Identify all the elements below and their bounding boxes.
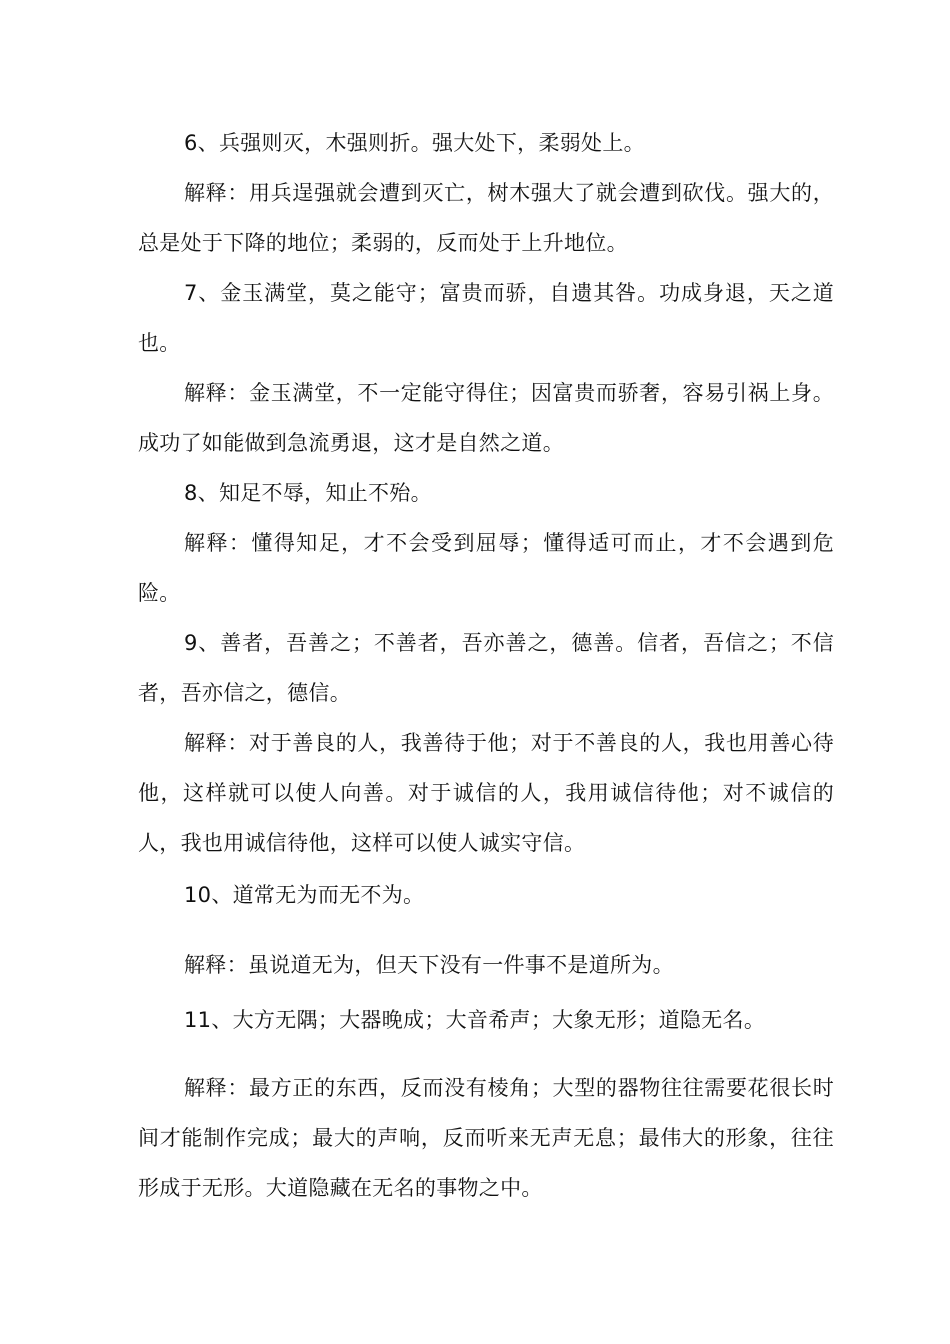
saying-8: 8、知足不辱，知止不殆。 <box>184 481 432 505</box>
explanation-11: 解释：最方正的东西，反而没有棱角；大型的器物往往需要花很长时间才能制作完成；最大的声响，反而听来无声无息；最伟大的形象，往往形成于无形。大道隐藏在无名的事物之中。 <box>138 1076 834 1200</box>
saying-9: 9、善者，吾善之；不善者，吾亦善之，德善。信者，吾信之；不信者，吾亦信之，德信。 <box>138 631 834 705</box>
explanation-8: 解释：懂得知足，才不会受到屈辱；懂得适可而止，才不会遇到危险。 <box>138 531 834 605</box>
saying-7: 7、金玉满堂，莫之能守；富贵而骄，自遗其咎。功成身退，天之道也。 <box>138 281 834 355</box>
explanation-10: 解释：虽说道无为，但天下没有一件事不是道所为。 <box>184 953 674 977</box>
explanation-7: 解释：金玉满堂，不一定能守得住；因富贵而骄奢，容易引祸上身。成功了如能做到急流勇退，这才是自然之道。 <box>138 381 834 455</box>
saying-6: 6、兵强则灭，木强则折。强大处下，柔弱处上。 <box>184 131 645 155</box>
saying-10: 10、道常无为而无不为。 <box>184 883 425 907</box>
saying-11: 11、大方无隅；大器晚成；大音希声；大象无形；道隐无名。 <box>184 1008 766 1032</box>
explanation-9: 解释：对于善良的人，我善待于他；对于不善良的人，我也用善心待他，这样就可以使人向善。对于诚信的人，我用诚信待他；对不诚信的人，我也用诚信待他，这样可以使人诚实守信。 <box>138 731 834 855</box>
explanation-6: 解释：用兵逞强就会遭到灭亡，树木强大了就会遭到砍伐。强大的，总是处于下降的地位；柔弱的，反而处于上升地位。 <box>138 181 834 255</box>
